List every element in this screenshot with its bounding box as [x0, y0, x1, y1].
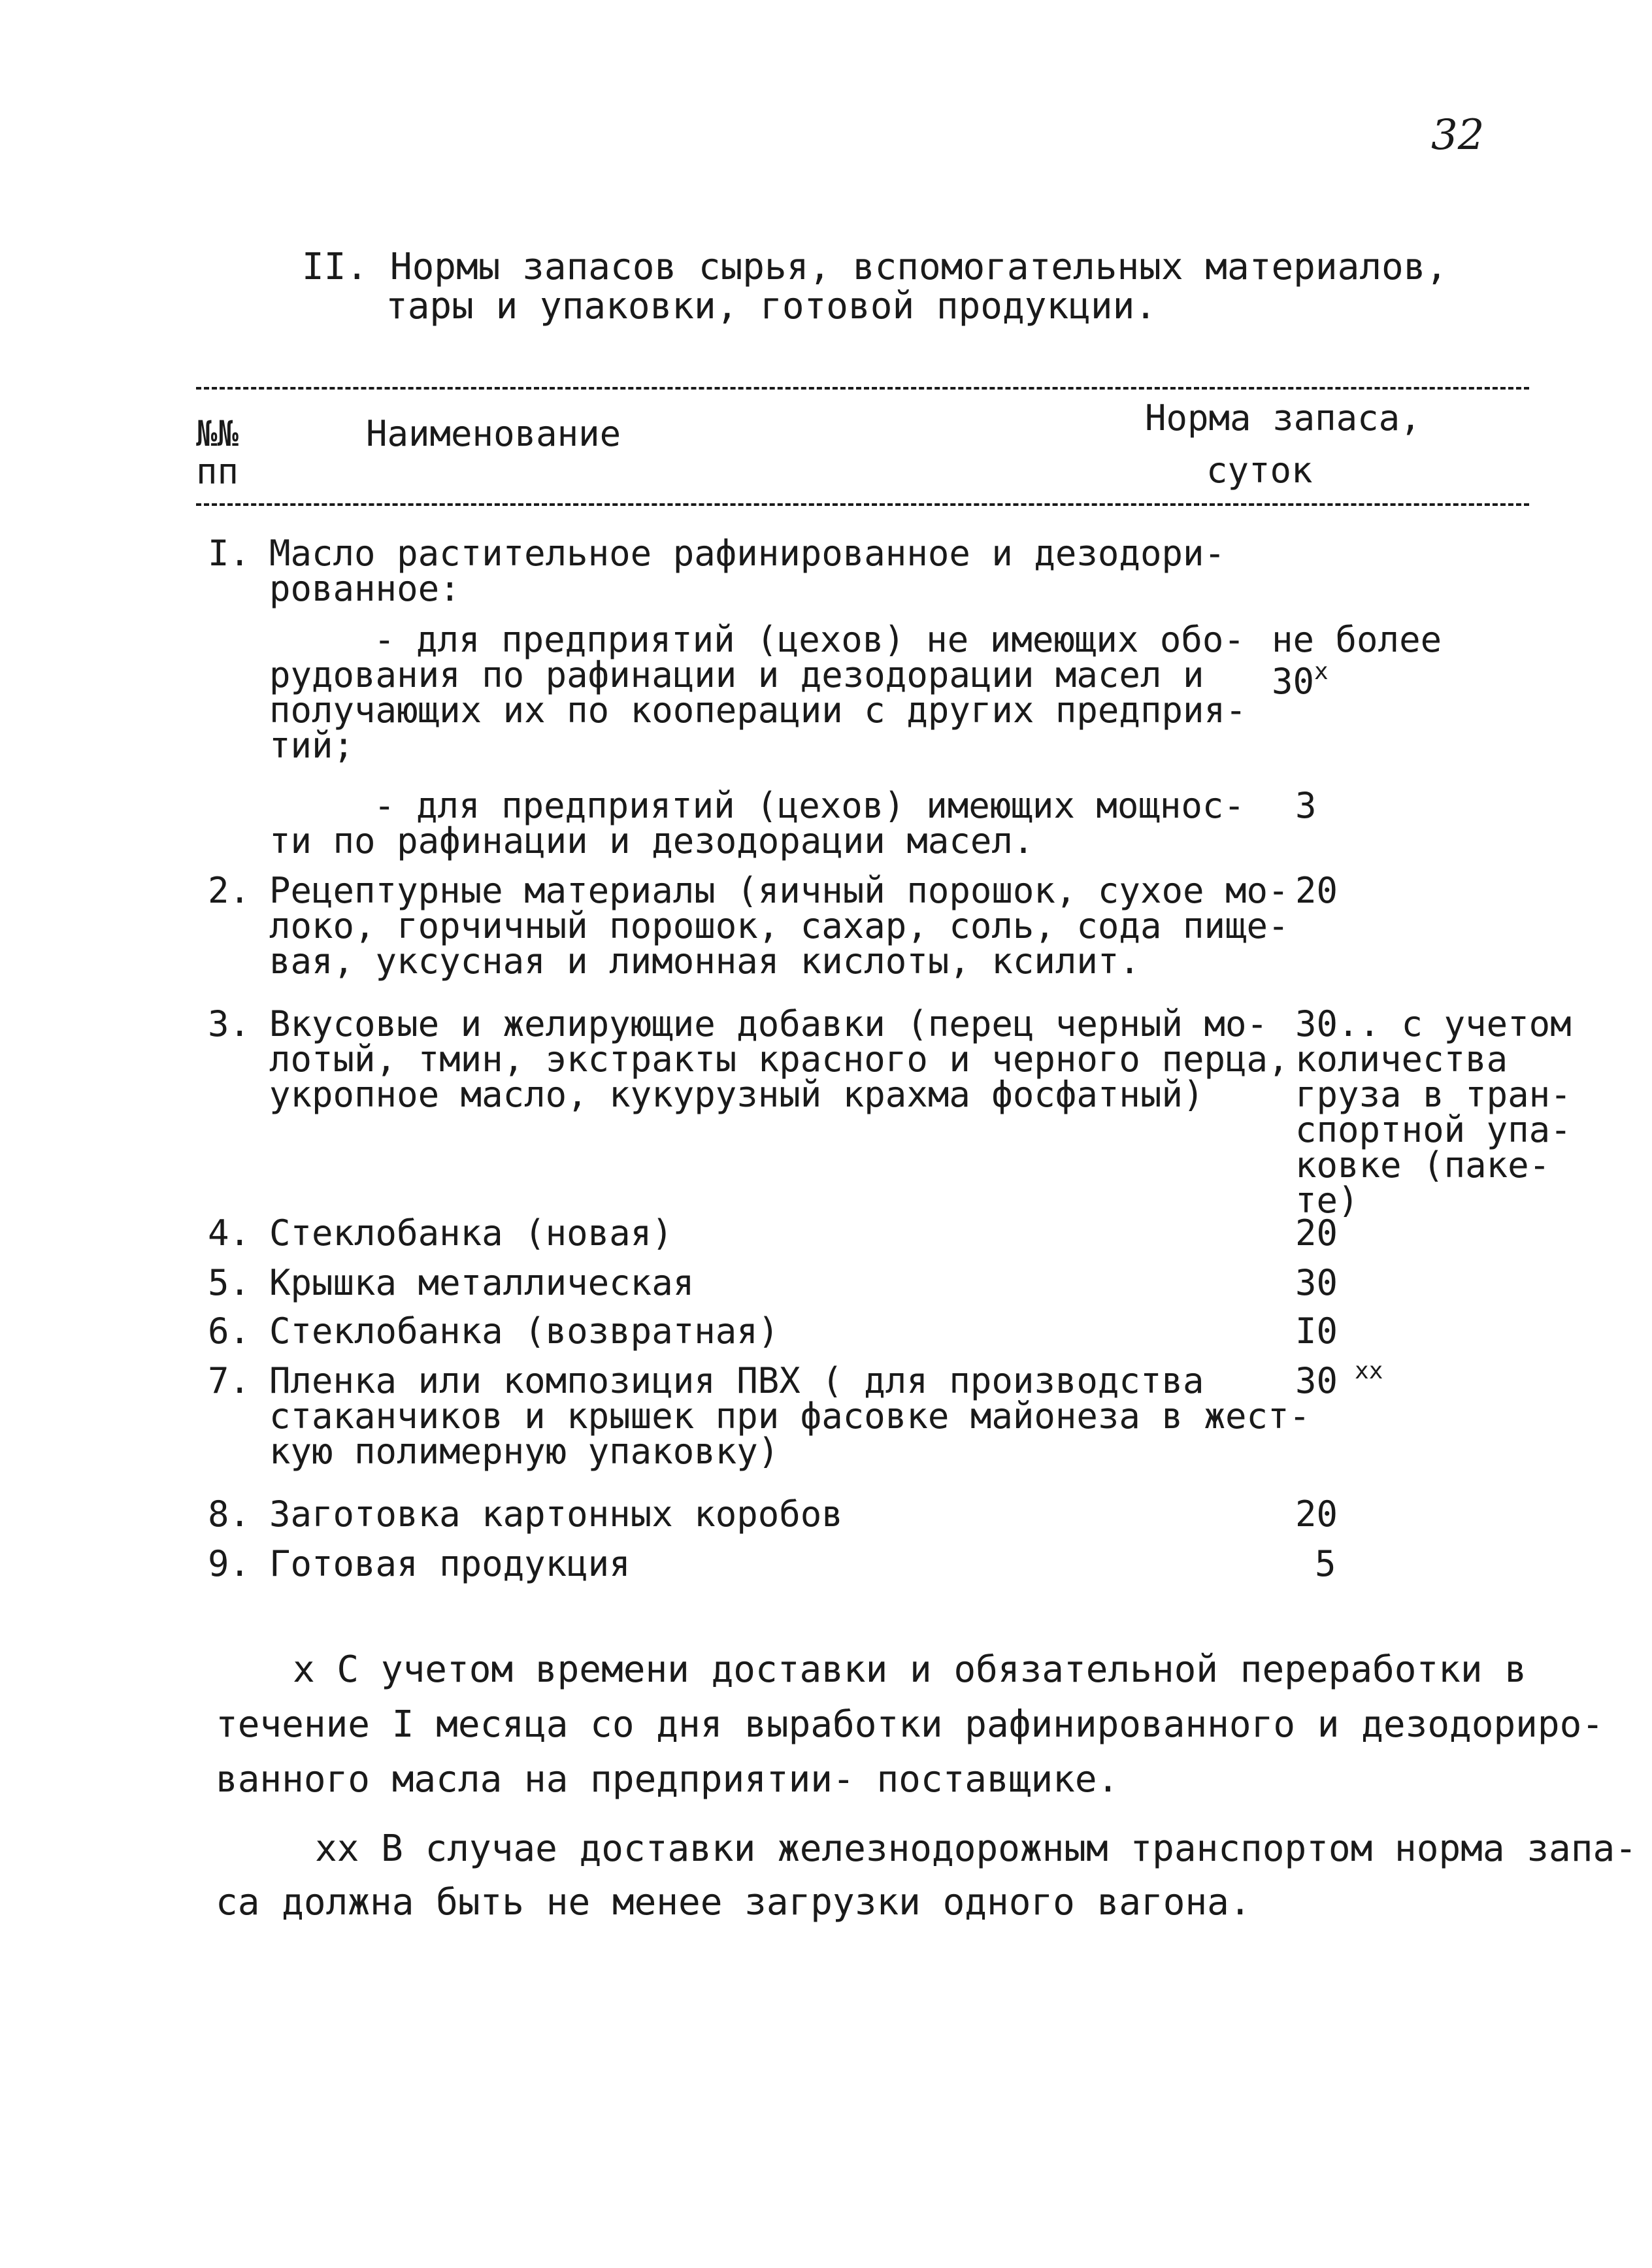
row-1-name-line-2: рованное: [269, 568, 461, 609]
row-7-name-line-3: кую полимерную упаковку) [269, 1431, 780, 1472]
row-1b-norm: 3 [1295, 785, 1317, 826]
footnote-xx-line-2: са должна быть не менее загрузки одного вагона. [216, 1881, 1251, 1924]
row-2-name-line-3: вая, уксусная и лимонная кислоты, ксилит. [269, 941, 1140, 982]
row-1b-name-line-1: - для предприятий (цехов) имеющих мощнос- [374, 785, 1245, 826]
row-6-name: Стеклобанка (возвратная) [269, 1310, 780, 1352]
footnote-xx-line-1: xx В случае доставки железнодорожным транспортом норма запа- [315, 1827, 1637, 1870]
row-8-number: 8. [208, 1493, 251, 1535]
row-3-norm-line-3: груза в тран- [1295, 1074, 1572, 1115]
row-1a-name-line-3: получающих их по кооперации с других предприя- [269, 690, 1247, 731]
row-9-norm: 5 [1315, 1543, 1336, 1584]
row-8-norm: 20 [1295, 1493, 1338, 1535]
row-4-number: 4. [208, 1212, 251, 1254]
row-9-name: Готовая продукция [269, 1543, 631, 1584]
row-3-norm-line-2: количества [1295, 1039, 1508, 1080]
header-name: Наименование [366, 413, 621, 454]
row-9-number: 9. [208, 1543, 251, 1584]
footnote-x-line-2: течение I месяца со дня выработки рафинированного и дезодориро- [216, 1703, 1604, 1746]
row-7-norm [1295, 1358, 1383, 1401]
header-norm-line-2: суток [1206, 450, 1313, 491]
row-2-name-line-2: локо, горчичный порошок, сахар, соль, сода пище- [269, 905, 1289, 946]
row-1a-norm-line-1: не более [1272, 619, 1442, 660]
row-1a-name-line-4: тий; [269, 725, 355, 766]
row-1b-name-line-2: ти по рафинации и дезодорации масел. [269, 820, 1034, 861]
header-number-line-1: №№ [196, 413, 239, 454]
header-norm-line-1: Норма запаса, [1145, 397, 1421, 439]
row-7-number: 7. [208, 1360, 251, 1401]
footnote-x-line-1: x С учетом времени доставки и обязательной переработки в [293, 1648, 1527, 1691]
row-2-name-line-1: Рецептурные материалы (яичный порошок, сухое мо- [269, 870, 1289, 911]
row-7-name-line-1: Пленка или композиция ПВХ ( для производства [269, 1360, 1204, 1401]
row-1a-footnote-mark: x [1314, 658, 1329, 685]
row-3-norm-line-5: ковке (паке- [1295, 1144, 1551, 1186]
section-title-line-2: тары и упаковки, готовой продукции. [386, 285, 1157, 327]
row-6-number: 6. [208, 1310, 251, 1352]
row-7-norm-value: 30 [1295, 1360, 1338, 1401]
row-1-name-line-1: Масло растительное рафинированное и дезодори- [269, 533, 1225, 574]
row-7-name-line-2: стаканчиков и крышек при фасовке майонеза в жест- [269, 1395, 1311, 1437]
row-8-name: Заготовка картонных коробов [269, 1493, 843, 1535]
row-3-number: 3. [208, 1003, 251, 1044]
row-4-name: Стеклобанка (новая) [269, 1212, 673, 1254]
row-2-number: 2. [208, 870, 251, 911]
row-6-norm: I0 [1295, 1310, 1338, 1352]
table-top-rule [196, 387, 1529, 390]
row-3-name-line-2: лотый, тмин, экстракты красного и черного перца, [269, 1039, 1289, 1080]
row-3-norm-line-6: те) [1295, 1180, 1359, 1221]
row-5-number: 5. [208, 1262, 251, 1303]
section-title-line-1: II. Нормы запасов сырья, вспомогательных материалов, [302, 246, 1448, 288]
row-1a-norm-line-2 [1272, 658, 1329, 702]
row-3-norm-line-1: 30.. с учетом [1295, 1003, 1572, 1044]
page-number: 32 [1431, 111, 1485, 159]
row-3-name-line-1: Вкусовые и желирующие добавки (перец черный мо- [269, 1003, 1268, 1044]
row-1a-name-line-1: - для предприятий (цехов) не имеющих обо- [374, 619, 1245, 660]
row-4-norm: 20 [1295, 1212, 1338, 1254]
row-1-number: I. [208, 533, 251, 574]
row-2-norm: 20 [1295, 870, 1338, 911]
row-1a-norm-value: 30 [1272, 661, 1315, 702]
row-1a-name-line-2: рудования по рафинации и дезодорации масел и [269, 654, 1204, 695]
row-5-name: Крышка металлическая [269, 1262, 695, 1303]
footnote-x-line-3: ванного масла на предприятии- поставщике. [216, 1758, 1119, 1801]
row-3-norm-line-4: спортной упа- [1295, 1109, 1572, 1150]
table-header-rule [196, 503, 1529, 506]
row-3-name-line-3: укропное масло, кукурузный крахма фосфатный) [269, 1074, 1204, 1115]
row-7-footnote-mark: xx [1355, 1358, 1383, 1384]
header-number-line-2: пп [196, 451, 239, 492]
row-5-norm: 30 [1295, 1262, 1338, 1303]
